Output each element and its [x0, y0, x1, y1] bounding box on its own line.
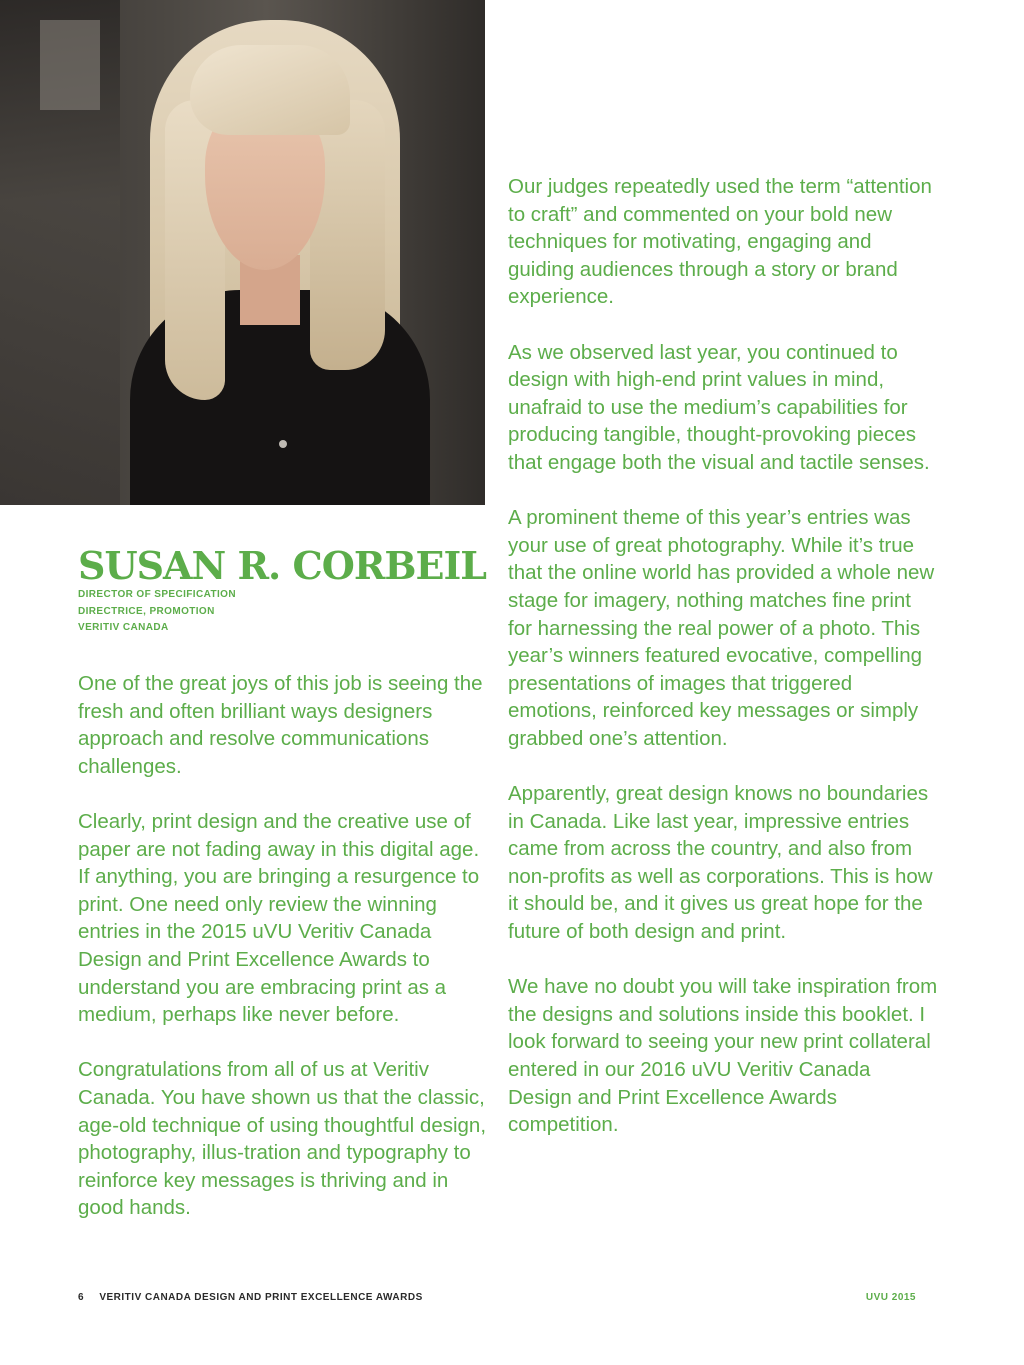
left-text-column [78, 670, 488, 1249]
portrait-photo [0, 0, 485, 505]
publication-title: VERITIV CANADA DESIGN AND PRINT EXCELLENCE AWARDS [99, 1292, 423, 1303]
paragraph: A prominent theme of this year’s entries was your use of great photography. While it’s true that the online world has provided a whole new stage for imagery, nothing matches fine print for harnessing the real power of a photo. This year’s winners featured evocative, compelling presentations of images that triggered emotions, reinforced key messages or simply grabbed one’s attention. [508, 506, 935, 750]
edition-label: UVU 2015 [865, 1292, 916, 1303]
right-text-column [508, 173, 938, 1166]
person-title-line: DIRECTRICE, PROMOTION [78, 605, 215, 617]
person-title-line: DIRECTOR OF SPECIFICATION [78, 589, 236, 600]
person-titles [78, 587, 236, 637]
person-title-line: VERITIV CANADA [78, 622, 169, 633]
paragraph: Our judges repeatedly used the term “attention to craft” and commented on your bold new techniques for motivating, engaging and guiding audiences through a story or brand experience. [508, 175, 932, 309]
footer-left [78, 1292, 423, 1303]
paragraph: As we observed last year, you continued to design with high-end print values in mind, unafraid to use the medium’s capabilities for producing tangible, thought-provoking pieces that engage both the visual and tactile senses. [508, 340, 930, 474]
person-name: SUSAN R. CORBEIL [78, 543, 487, 588]
paragraph: Congratulations from all of us at Veritiv Canada. You have shown us that the classic, age-old technique of using thoughtful design, photography, illus-tration and typography to reinforce key messages is thriving and in good hands. [78, 1058, 487, 1220]
paragraph: We have no doubt you will take inspiration from the designs and solutions inside this booklet. I look forward to seeing your new print collateral entered in our 2016 uVU Veritiv Canada Design and Print Excellence Awards competition. [508, 975, 938, 1137]
paragraph: Clearly, print design and the creative use of paper are not fading away in this digital age. If anything, you are bringing a resurgence to print. One need only review the winning entries in the 2015 uVU Veritiv Canada Design and Print Excellence Awards to understand you are embracing print as a medium, perhaps like never before. [78, 809, 480, 1027]
paragraph: One of the great joys of this job is seeing the fresh and often brilliant ways designers approach and resolve communications challenges. [78, 672, 483, 778]
paragraph: Apparently, great design knows no boundaries in Canada. Like last year, impressive entries came from across the country, and also from non-profits as well as corporations. This is how it should be, and it gives us great hope for the future of both design and print. [508, 782, 933, 944]
page-number: 6 [78, 1292, 85, 1303]
